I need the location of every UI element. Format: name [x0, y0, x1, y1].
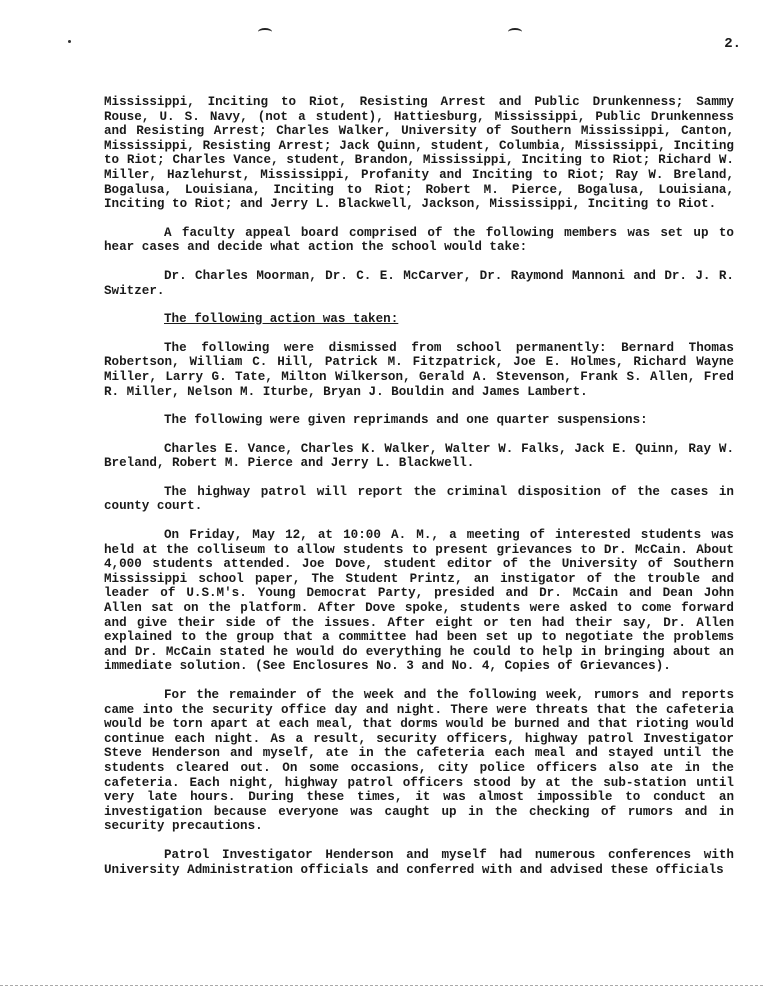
- binding-mark: [258, 28, 272, 36]
- binding-mark: [508, 28, 522, 36]
- page-number: 2.: [724, 36, 741, 52]
- paragraph-rumors: For the remainder of the week and the following week, rumors and reports came into the security office day and night. There were threats that the cafeteria would be torn apart at each meal, that dorms would be burned and that rioting would continue each night. As a result, security officers, highway patrol Investigator Steve Henderson and myself, ate in the cafeteria each meal and stayed until the students cleared out. On some occasions, city police officers also ate in the cafeteria. Each night, highway patrol officers stood by at the sub-station until very late hours. During these times, it was almost impossible to conduct an investigation because everyone was caught up in the checking of rumors and in security precautions.: [104, 688, 742, 834]
- document-body: [104, 95, 742, 877]
- section-heading-action: The following action was taken:: [164, 312, 399, 327]
- scan-edge: [0, 984, 763, 986]
- paragraph-highway-patrol: The highway patrol will report the criminal disposition of the cases in county court.: [104, 484, 742, 514]
- paragraph-meeting: On Friday, May 12, at 10:00 A. M., a meeting of interested students was held at the colliseum to allow students to present grievances to Dr. McCain. About 4,000 students attended. Joe Dove, student editor of the University of Southern Mississippi school paper, The Student Printz, an instigator of the trouble and leader of U.S.M's. Young Democrat Party, presided and Dr. McCain and Dean John Allen sat on the platform. After Dove spoke, students were asked to come forward and give their side of the issues. After eight or ten had their say, Dr. Allen explained to the group that a committee had been set up to negotiate the problems and Dr. McCain stated he would do everything he could to help in bringing about an immediate solution. (See Enclosures No. 3 and No. 4, Copies of Grievances).: [104, 528, 742, 674]
- paragraph-reprimanded-names: Charles E. Vance, Charles K. Walker, Walter W. Falks, Jack E. Quinn, Ray W. Breland, Robert M. Pierce and Jerry L. Blackwell.: [104, 441, 742, 471]
- paragraph-reprimands-intro: The following were given reprimands and one quarter suspensions:: [164, 413, 648, 428]
- scan-dot: [68, 40, 71, 43]
- paragraph-charges-continued: Mississippi, Inciting to Riot, Resisting Arrest and Public Drunkenness; Sammy Rouse, U. S. Navy, (not a student), Hattiesburg, Mississippi, Public Drunkenness and Resisting Arrest; Charles Walker, University of Southern Mississippi, Canton, Mississippi, Resisting Arrest; Jack Quinn, student, Columbia, Mississippi, Inciting to Riot; Charles Vance, student, Brandon, Mississippi, Inciting to Riot; Richard W. Miller, Hazlehurst, Mississippi, Profanity and Inciting to Riot; Ray W. Breland, Bogalusa, Louisiana, Inciting to Riot; Robert M. Pierce, Bogalusa, Louisiana, Inciting to Riot; and Jerry L. Blackwell, Jackson, Mississippi, Inciting to Riot.: [104, 95, 742, 212]
- paragraph-board-members: Dr. Charles Moorman, Dr. C. E. McCarver, Dr. Raymond Mannoni and Dr. J. R. Switzer.: [104, 268, 742, 298]
- paragraph-dismissed: The following were dismissed from school permanently: Bernard Thomas Robertson, William C. Hill, Patrick M. Fitzpatrick, Joe E. Holmes, Richard Wayne Miller, Larry G. Tate, Milton Wilkerson, Gerald A. Stevenson, Frank S. Allen, Fred R. Miller, Nelson M. Iturbe, Bryan J. Bouldin and James Lambert.: [104, 340, 742, 399]
- paragraph-appeal-board: A faculty appeal board comprised of the following members was set up to hear cases and decide what action the school would take:: [104, 225, 742, 255]
- paragraph-conferences: Patrol Investigator Henderson and myself had numerous conferences with University Administration officials and conferred with and advised these officials: [104, 847, 742, 877]
